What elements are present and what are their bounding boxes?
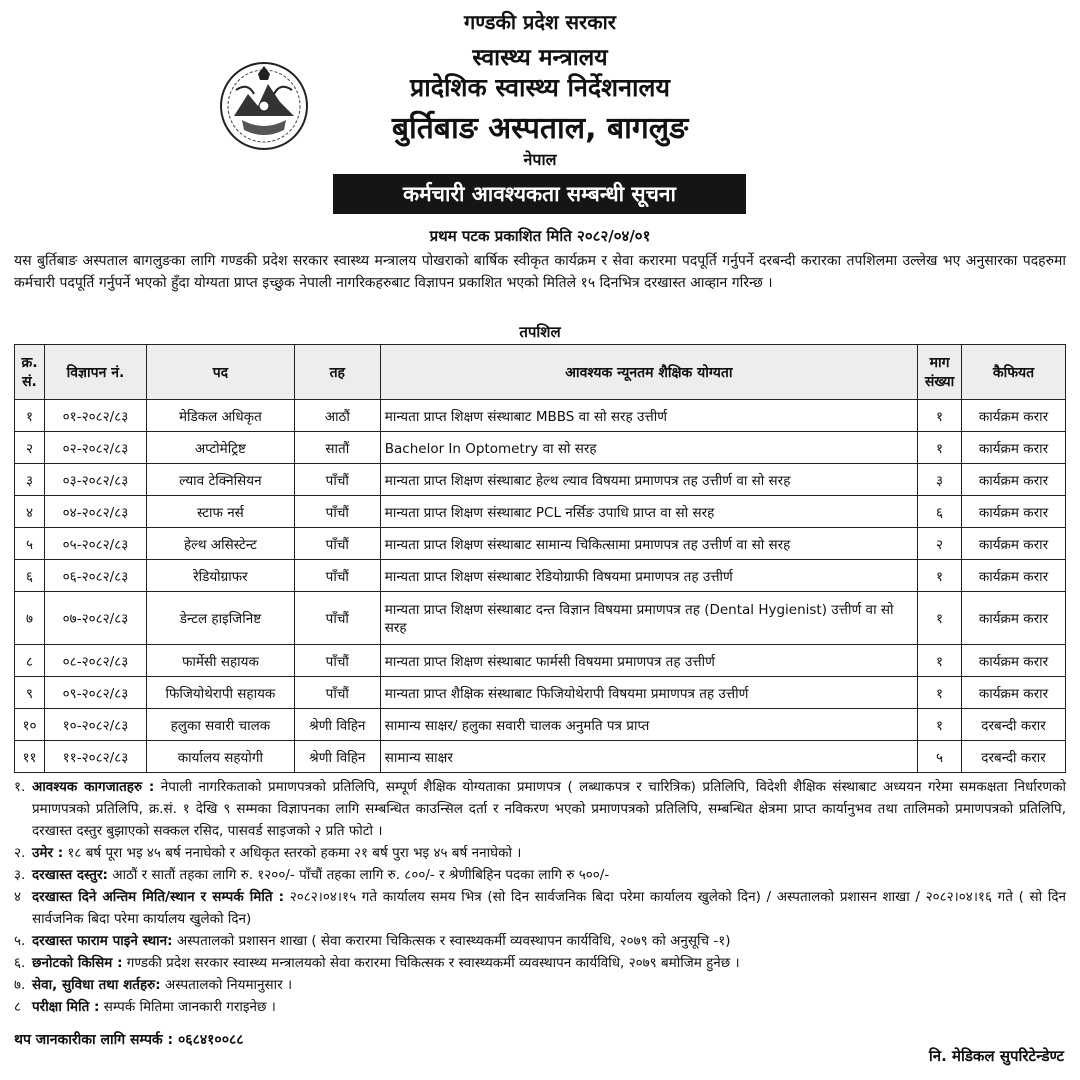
note-item [14,952,1066,974]
note-body [32,886,1066,930]
cell-level: पाँचौं [294,560,380,592]
table-header-row [15,345,1066,400]
country-title: नेपाल [523,150,557,169]
note-text: नेपाली नागरिकताको प्रमाणपत्रको प्रतिलिपि, सम्पूर्ण शैक्षिक योग्यताका प्रमाणपत्र ( लब्धाकपत्र र चारित्रिक) प्रतिलिपि, विदेशी शैक्षिक संस्थाबाट अध्ययन गरेमा समकक्षता निर्धारणको प्रमाणपत्रको प्रतिलिपि, क्र.सं. १ देखि ९ सम्मका विज्ञापनका लागि सम्बन्धित काउन्सिल दर्ता र नविकरण भएको प्रमाणपत्रको प्रतिलिपि, सम्बन्धित क्षेत्रमा प्राप्त कार्यानुभव तथा तालिमको प्रमाणपत्रको प्रतिलिपि, दरखास्त दस्तुर बुझाएको सक्कल रसिद, पासवर्ड साइजको २ प्रति फोटो । [32,779,1066,839]
cell-post: ल्याव टेक्निसियन [146,464,294,496]
cell-level: पाँचौं [294,464,380,496]
cell-post: रेडियोग्राफर [146,560,294,592]
cell-ad-number: १०-२०८२/८३ [44,709,146,741]
cell-remarks: कार्यक्रम करार [962,400,1066,432]
cell-demand: ३ [918,464,962,496]
table-row [15,709,1066,741]
table-row [15,677,1066,709]
cell-remarks: कार्यक्रम करार [962,560,1066,592]
note-number: ७. [14,977,26,993]
table-row [15,496,1066,528]
contact-line: थप जानकारीका लागि सम्पर्क : ०६८४१००८८ [14,1032,244,1048]
cell-remarks: दरबन्दी करार [962,709,1066,741]
note-title: उमेर : [32,845,64,861]
vacancy-rows [15,400,1066,773]
cell-qualification: मान्यता प्राप्त शैक्षिक संस्थाबाट फिजियोथेरापी विषयमा प्रमाणपत्र तह उत्तीर्ण [380,677,917,709]
cell-serial: ६ [15,560,45,592]
note-item [14,930,1066,952]
cell-demand: १ [918,709,962,741]
note-item [14,842,1066,864]
hospital-title: बुर्तिबाङ अस्पताल, बागलुङ [391,111,689,146]
cell-level: पाँचौं [294,677,380,709]
note-item [14,886,1066,930]
cell-qualification: सामान्य साक्षर [380,741,917,773]
ministry-title: स्वास्थ्य मन्त्रालय [472,45,608,71]
cell-level: पाँचौं [294,496,380,528]
cell-remarks: कार्यक्रम करार [962,432,1066,464]
cell-demand: १ [918,432,962,464]
note-body [32,930,1066,952]
note-text: सम्पर्क मितिमा जानकारी गराइनेछ । [99,999,276,1015]
cell-ad-number: ०८-२०८२/८३ [44,645,146,677]
table-row [15,592,1066,645]
cell-demand: १ [918,592,962,645]
cell-level: श्रेणी विहिन [294,709,380,741]
vacancy-table [14,344,1066,773]
note-item [14,996,1066,1018]
cell-qualification: मान्यता प्राप्त शिक्षण संस्थाबाट हेल्थ ल्याव विषयमा प्रमाणपत्र तह उत्तीर्ण वा सो सरह [380,464,917,496]
cell-level: पाँचौं [294,592,380,645]
note-number: १. [14,779,26,795]
cell-demand: ६ [918,496,962,528]
cell-post: हलुका सवारी चालक [146,709,294,741]
note-number: ५. [14,933,26,949]
note-body [32,842,1066,864]
intro-paragraph: यस बुर्तिबाङ अस्पताल बागलुङका लागि गण्डकी प्रदेश सरकार स्वास्थ्य मन्त्रालय पोखराको बार्षिक स्वीकृत कार्यक्रम र सेवा करारमा पदपूर्ति गर्नुपर्ने दरबन्दी करारका तपशिलमा उल्लेख भए अनुसारका पदहरुमा कर्मचारी पदपूर्ति गर्नुपर्ने भएको हुँदा योग्यता प्राप्त इच्छुक नेपाली नागरिकहरुबाट विज्ञापन प्रकाशित भएको मितिले १५ दिनभित्र दरखास्त आव्हान गरिन्छ । [14,253,1066,291]
cell-qualification: मान्यता प्राप्त शिक्षण संस्थाबाट दन्त विज्ञान विषयमा प्रमाणपत्र तह (Dental Hygienist) उत्तीर्ण वा सो सरह [380,592,917,645]
cell-ad-number: ०६-२०८२/८३ [44,560,146,592]
cell-ad-number: ०४-२०८२/८३ [44,496,146,528]
table-row [15,645,1066,677]
cell-qualification: मान्यता प्राप्त शिक्षण संस्थाबाट रेडियोग्राफी विषयमा प्रमाणपत्र तह उत्तीर्ण [380,560,917,592]
note-text: अस्पतालको प्रशासन शाखा ( सेवा करारमा चिकित्सक र स्वास्थ्यकर्मी व्यवस्थापन कार्यविधि, २०७९ को अनुसूचि -१) [172,933,731,949]
cell-ad-number: ०१-२०८२/८३ [44,400,146,432]
note-body [32,996,1066,1018]
cell-ad-number: ०२-२०८२/८३ [44,432,146,464]
cell-qualification: मान्यता प्राप्त शिक्षण संस्थाबाट फार्मसी विषयमा प्रमाणपत्र तह उत्तीर्ण [380,645,917,677]
cell-qualification: सामान्य साक्षर/ हलुका सवारी चालक अनुमति पत्र प्राप्त [380,709,917,741]
cell-ad-number: ०९-२०८२/८३ [44,677,146,709]
cell-remarks: कार्यक्रम करार [962,464,1066,496]
cell-level: श्रेणी विहिन [294,741,380,773]
notes-list [14,776,1066,1018]
header-ad-number: विज्ञापन नं. [44,345,146,400]
cell-serial: १० [15,709,45,741]
cell-serial: ४ [15,496,45,528]
cell-level: पाँचौं [294,645,380,677]
note-title: दरखास्त दिने अन्तिम मिति/स्थान र सम्पर्क मिति : [32,889,285,905]
cell-serial: ९ [15,677,45,709]
note-number: ३. [14,867,26,883]
cell-remarks: कार्यक्रम करार [962,496,1066,528]
note-number: ६. [14,955,26,971]
header-remarks: कैफियत [962,345,1066,400]
cell-remarks: दरबन्दी करार [962,741,1066,773]
note-text: गण्डकी प्रदेश सरकार स्वास्थ्य मन्त्रालयको सेवा करारमा चिकित्सक र स्वास्थ्यकर्मी व्यवस्थापन कार्यविधि, २०७९ बमोजिम हुनेछ । [122,955,740,971]
cell-level: सातौं [294,432,380,464]
cell-serial: ३ [15,464,45,496]
cell-ad-number: ११-२०८२/८३ [44,741,146,773]
cell-post: मेडिकल अधिकृत [146,400,294,432]
cell-remarks: कार्यक्रम करार [962,528,1066,560]
cell-ad-number: ०३-२०८२/८३ [44,464,146,496]
note-title: छनोटको किसिम : [32,955,123,971]
header-level: तह [294,345,380,400]
cell-remarks: कार्यक्रम करार [962,645,1066,677]
cell-remarks: कार्यक्रम करार [962,677,1066,709]
table-row [15,400,1066,432]
signature: नि. मेडिकल सुपरिटेन्डेण्ट [928,1047,1064,1065]
notice-title: कर्मचारी आवश्यकता सम्बन्धी सूचना [333,174,746,214]
header-demand: माग संख्या [918,345,962,400]
note-number: ४ [14,889,22,905]
cell-level: आठौं [294,400,380,432]
province-government-title: गण्डकी प्रदेश सरकार [464,10,616,34]
cell-post: स्टाफ नर्स [146,496,294,528]
cell-demand: १ [918,677,962,709]
note-text: २०८२।०४।१५ गते कार्यालय समय भित्र (सो दिन सार्वजनिक बिदा परेमा कार्यालय खुलेको दिन) / अस्पतालको प्रशासन शाखा / २०८२।०४।१६ गते ( सो दिन सार्वजनिक बिदा परेमा कार्यालय खुलेको दिन) [32,889,1066,927]
note-text: अस्पतालको नियमानुसार । [160,977,293,993]
cell-post: डेन्टल हाइजिनिष्ट [146,592,294,645]
note-number: ८ [14,999,22,1015]
table-row [15,528,1066,560]
directorate-title: प्रादेशिक स्वास्थ्य निर्देशनालय [410,73,670,102]
cell-serial: १ [15,400,45,432]
notice-header [0,0,1080,248]
cell-post: अप्टोमेट्रिष्ट [146,432,294,464]
note-item [14,776,1066,842]
cell-level: पाँचौं [294,528,380,560]
note-title: परीक्षा मिति : [32,999,100,1015]
cell-post: हेल्थ असिस्टेन्ट [146,528,294,560]
note-title: दरखास्त फाराम पाइने स्थान: [32,933,173,949]
cell-serial: ७ [15,592,45,645]
note-number: २. [14,845,26,861]
table-row [15,464,1066,496]
cell-demand: ५ [918,741,962,773]
cell-demand: १ [918,645,962,677]
note-title: आवश्यक कागजातहरु : [32,779,155,795]
cell-post: कार्यालय सहयोगी [146,741,294,773]
cell-post: फिजियोथेरापी सहायक [146,677,294,709]
cell-ad-number: ०५-२०८२/८३ [44,528,146,560]
cell-serial: २ [15,432,45,464]
cell-ad-number: ०७-२०८२/८३ [44,592,146,645]
cell-serial: ११ [15,741,45,773]
note-body [32,776,1066,842]
cell-qualification: मान्यता प्राप्त शिक्षण संस्थाबाट सामान्य चिकित्सामा प्रमाणपत्र तह उत्तीर्ण वा सो सरह [380,528,917,560]
cell-demand: १ [918,400,962,432]
header-qualification: आवश्यक न्यूनतम शैक्षिक योग्यता [380,345,917,400]
cell-post: फार्मेसी सहायक [146,645,294,677]
note-text: आठौं र सातौं तहका लागि रु. १२००/- पाँचौं तहका लागि रु. ८००/- र श्रेणीबिहिन पदका लागि रु ५००/- [107,867,610,883]
cell-demand: १ [918,560,962,592]
table-caption: तपशिल [519,323,561,341]
note-item [14,864,1066,886]
table-row [15,741,1066,773]
cell-remarks: कार्यक्रम करार [962,592,1066,645]
note-title: दरखास्त दस्तुर: [32,867,108,883]
cell-qualification: Bachelor In Optometry वा सो सरह [380,432,917,464]
cell-qualification: मान्यता प्राप्त शिक्षण संस्थाबाट PCL नर्सिङ उपाधि प्राप्त वा सो सरह [380,496,917,528]
table-row [15,432,1066,464]
header-post: पद [146,345,294,400]
cell-serial: ५ [15,528,45,560]
publication-date: प्रथम पटक प्रकाशित मिति २०८२/०४/०१ [429,227,651,245]
header-serial: क्र. सं. [15,345,45,400]
table-row [15,560,1066,592]
note-text: १८ बर्ष पूरा भइ ४५ बर्ष ननाघेको र अधिकृत स्तरको हकमा २१ बर्ष पुरा भइ ४५ बर्ष ननाघेको । [63,845,522,861]
cell-demand: २ [918,528,962,560]
note-item [14,974,1066,996]
note-title: सेवा, सुविधा तथा शर्तहरु: [32,977,161,993]
cell-serial: ८ [15,645,45,677]
note-body [32,974,1066,996]
cell-qualification: मान्यता प्राप्त शिक्षण संस्थाबाट MBBS वा सो सरह उत्तीर्ण [380,400,917,432]
note-body [32,952,1066,974]
note-body [32,864,1066,886]
